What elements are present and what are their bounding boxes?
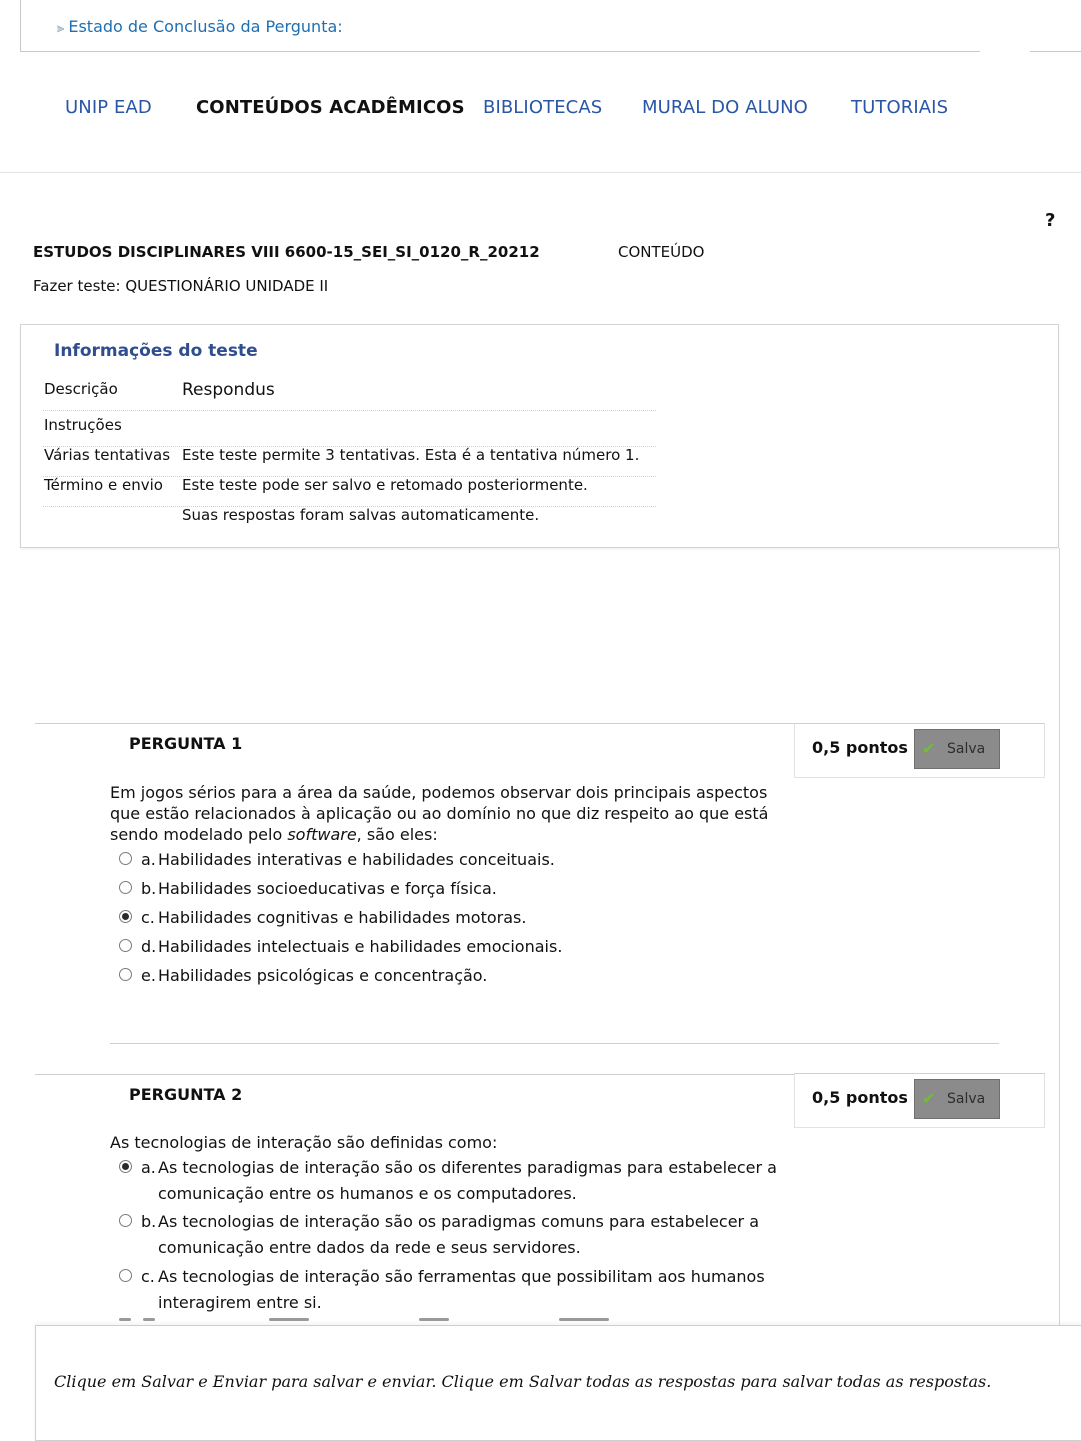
option-letter: b. bbox=[141, 879, 157, 898]
nav-conteudos-academicos[interactable]: CONTEÚDOS ACADÊMICOS bbox=[196, 97, 465, 118]
status-toggle[interactable] bbox=[57, 17, 343, 36]
info-row-termino bbox=[43, 476, 656, 507]
info-label: Descrição bbox=[44, 380, 118, 398]
question-status-bar[interactable] bbox=[20, 0, 1081, 52]
option-text: Habilidades intelectuais e habilidades emocionais. bbox=[158, 937, 563, 956]
question-1-points: 0,5 pontos bbox=[812, 738, 908, 757]
info-label: Instruções bbox=[44, 416, 122, 434]
question-text-emphasis: software bbox=[287, 825, 357, 844]
option-letter: a. bbox=[141, 1158, 156, 1177]
question-text-part: , são eles: bbox=[356, 825, 438, 844]
info-row-descricao bbox=[43, 380, 656, 411]
option-text: Habilidades psicológicas e concentração. bbox=[158, 966, 488, 985]
option-text: As tecnologias de interação são os paradigmas comuns para estabelecer a comunicação entre dados da rede e seus servidores. bbox=[158, 1212, 760, 1257]
nav-bibliotecas[interactable]: BIBLIOTECAS bbox=[483, 97, 603, 118]
checkmark-icon: ✔ bbox=[922, 1089, 936, 1108]
option-text: As tecnologias de interação são ferramentas que possibilitam aos humanos interagirem entre si. bbox=[158, 1267, 765, 1312]
question-2-points: 0,5 pontos bbox=[812, 1088, 908, 1107]
question-text-part: Em jogos sérios para a área da saúde, podemos observar dois principais aspectos que estão relacionados à aplicação ou ao domínio no que diz respeito ao que está sendo modelado pelo bbox=[110, 783, 769, 844]
main-nav bbox=[0, 97, 1081, 127]
option-letter: a. bbox=[141, 850, 156, 869]
option-text: Habilidades cognitivas e habilidades motoras. bbox=[158, 908, 527, 927]
radio-button[interactable] bbox=[119, 852, 132, 865]
option-letter: e. bbox=[141, 966, 156, 985]
question-1-text bbox=[110, 782, 790, 845]
info-label: Término e envio bbox=[44, 476, 163, 494]
radio-button-selected[interactable] bbox=[119, 1160, 132, 1173]
radio-button[interactable] bbox=[119, 939, 132, 952]
content-link[interactable]: CONTEÚDO bbox=[618, 243, 705, 261]
content-border bbox=[1059, 548, 1060, 1328]
question-divider bbox=[35, 723, 795, 724]
saved-button[interactable] bbox=[914, 1079, 1000, 1119]
question-divider bbox=[35, 1074, 795, 1075]
nav-tutoriais[interactable]: TUTORIAIS bbox=[851, 97, 949, 118]
info-row-instrucoes bbox=[43, 416, 656, 447]
radio-button[interactable] bbox=[119, 881, 132, 894]
question-1-points-box bbox=[794, 723, 1045, 778]
option-letter: b. bbox=[141, 1212, 157, 1231]
question-separator bbox=[110, 1043, 999, 1044]
saved-label: Salva bbox=[947, 1091, 986, 1107]
saved-button[interactable] bbox=[914, 729, 1000, 769]
info-value: Este teste pode ser salvo e retomado posteriormente. bbox=[182, 476, 588, 494]
option-letter: d. bbox=[141, 937, 157, 956]
status-notch bbox=[980, 40, 1030, 54]
test-name: Fazer teste: QUESTIONÁRIO UNIDADE II bbox=[33, 277, 329, 295]
nav-mural-do-aluno[interactable]: MURAL DO ALUNO bbox=[642, 97, 808, 118]
radio-button[interactable] bbox=[119, 1214, 132, 1227]
option-letter: c. bbox=[141, 908, 155, 927]
submit-footer bbox=[35, 1325, 1081, 1441]
info-row-tentativas bbox=[43, 446, 656, 477]
nav-unip-ead[interactable]: UNIP EAD bbox=[65, 97, 152, 118]
course-title: ESTUDOS DISCIPLINARES VIII 6600-15_SEI_SI_0120_R_20212 bbox=[33, 243, 540, 261]
chevron-down-icon: ⫸ bbox=[57, 21, 65, 36]
status-label: Estado de Conclusão da Pergunta: bbox=[68, 17, 343, 36]
footer-instructions: Clique em Salvar e Enviar para salvar e enviar. Clique em Salvar todas as respostas para salvar todas as respostas. bbox=[54, 1372, 992, 1391]
option-text: As tecnologias de interação são os diferentes paradigmas para estabelecer a comunicação entre os humanos e os computadores. bbox=[158, 1158, 777, 1203]
question-2-title: PERGUNTA 2 bbox=[129, 1085, 243, 1104]
info-value: Respondus bbox=[182, 380, 275, 400]
info-value: Este teste permite 3 tentativas. Esta é a tentativa número 1. bbox=[182, 446, 640, 464]
question-2-text: As tecnologias de interação são definidas como: bbox=[110, 1133, 498, 1152]
option-letter: c. bbox=[141, 1267, 155, 1286]
info-value: Suas respostas foram salvas automaticamente. bbox=[182, 506, 540, 524]
checkmark-icon: ✔ bbox=[922, 739, 936, 758]
option-text: Habilidades interativas e habilidades conceituais. bbox=[158, 850, 555, 869]
help-icon[interactable]: ? bbox=[1045, 210, 1056, 231]
option-text: Habilidades socioeducativas e força física. bbox=[158, 879, 497, 898]
radio-button[interactable] bbox=[119, 1269, 132, 1282]
info-title: Informações do teste bbox=[54, 341, 258, 361]
nav-divider bbox=[0, 172, 1081, 173]
saved-label: Salva bbox=[947, 741, 986, 757]
radio-button-selected[interactable] bbox=[119, 910, 132, 923]
question-1-title: PERGUNTA 1 bbox=[129, 734, 243, 753]
question-2-points-box bbox=[794, 1073, 1045, 1128]
info-row-salvas bbox=[43, 506, 656, 536]
radio-button[interactable] bbox=[119, 968, 132, 981]
info-label: Várias tentativas bbox=[44, 446, 171, 464]
